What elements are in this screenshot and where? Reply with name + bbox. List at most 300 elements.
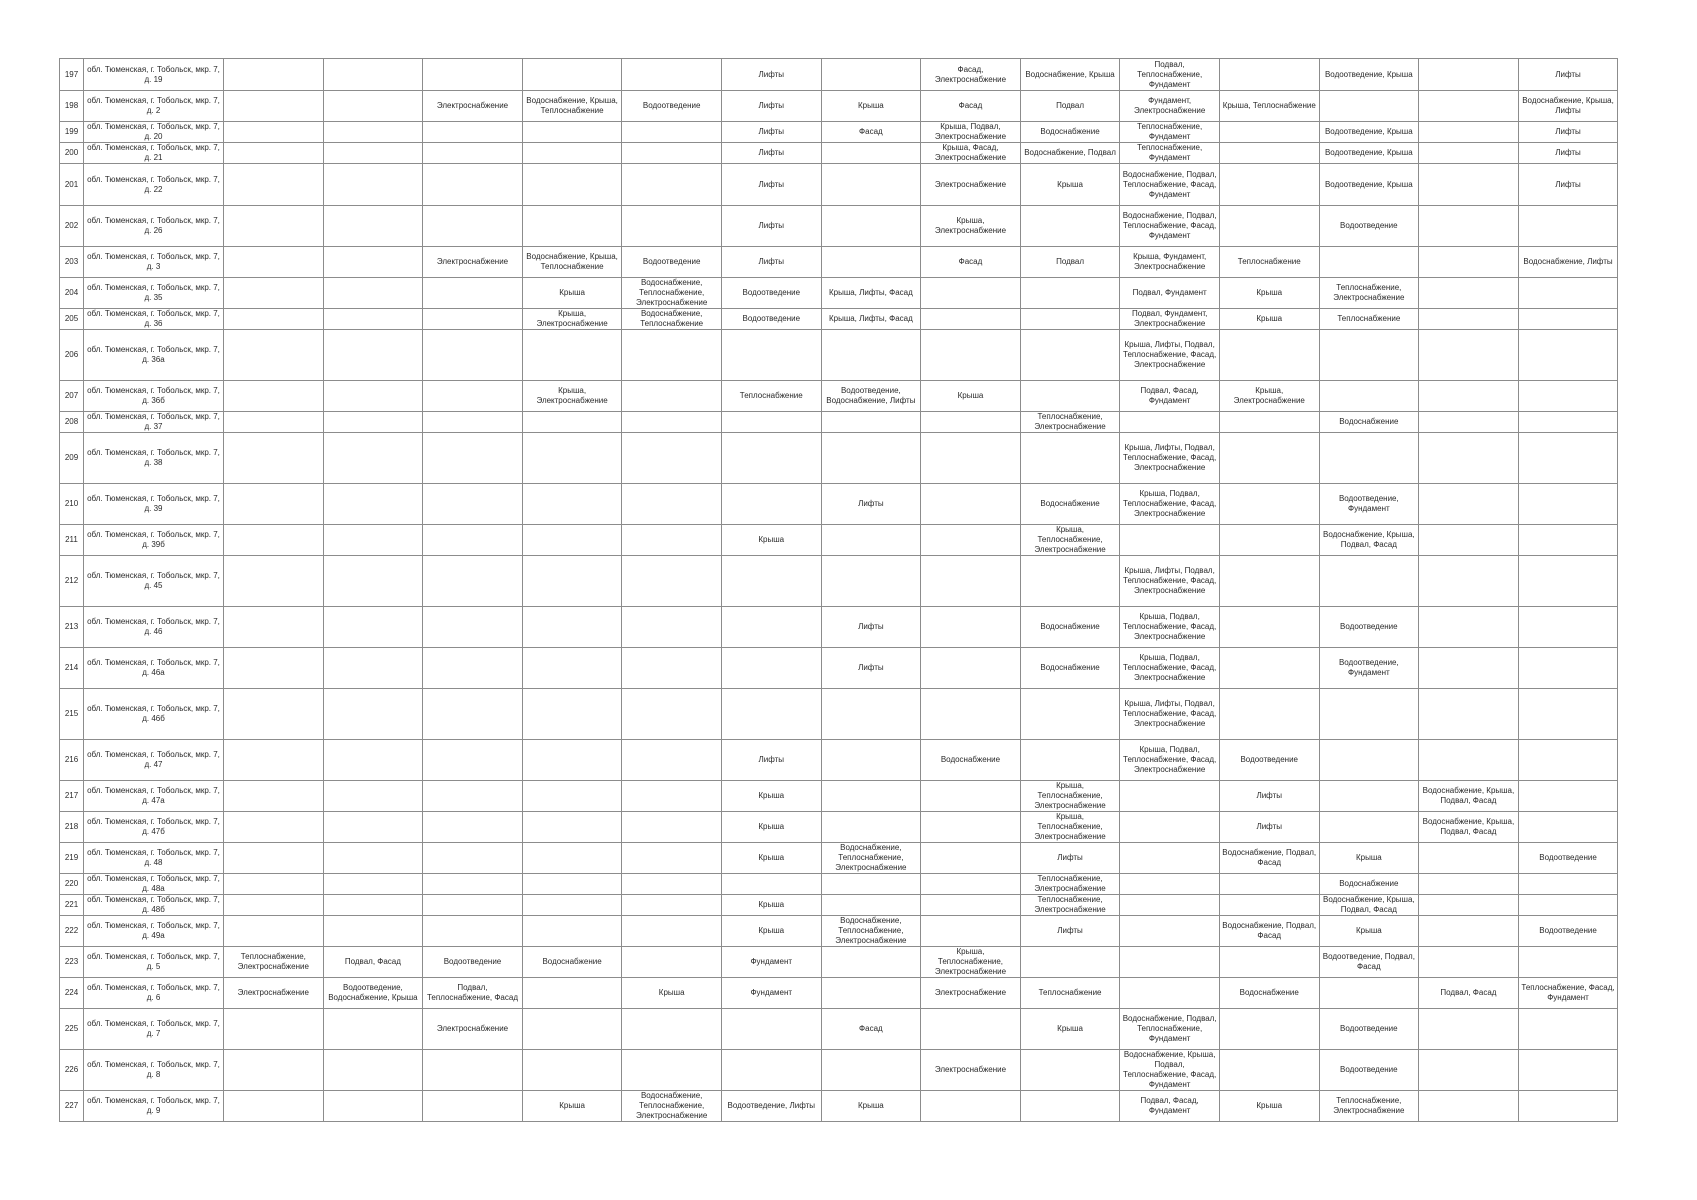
work-type-cell xyxy=(423,278,523,309)
table-row xyxy=(60,484,1618,525)
table-row xyxy=(60,648,1618,689)
work-type-cell xyxy=(821,689,921,740)
work-type-cell xyxy=(1120,843,1220,874)
work-type-cell xyxy=(423,843,523,874)
work-type-cell: Водоснабжение, Лифты xyxy=(1518,247,1618,278)
row-number-cell: 222 xyxy=(60,916,84,947)
work-type-cell: Крыша, Теплоснабжение xyxy=(1219,91,1319,122)
work-type-cell xyxy=(821,164,921,206)
work-type-cell xyxy=(1020,381,1120,412)
work-type-cell: Крыша, Теплоснабжение, Электроснабжение xyxy=(921,947,1021,978)
table-row xyxy=(60,916,1618,947)
work-type-cell xyxy=(1020,278,1120,309)
work-type-cell xyxy=(1120,874,1220,895)
address-cell: обл. Тюменская, г. Тобольск, мкр. 7, д. 39б xyxy=(84,525,224,556)
address-cell: обл. Тюменская, г. Тобольск, мкр. 7, д. 6 xyxy=(84,978,224,1009)
work-type-cell xyxy=(323,143,423,164)
work-type-cell xyxy=(224,247,324,278)
work-type-cell: Лифты xyxy=(1020,916,1120,947)
work-type-cell: Водоснабжение, Подвал, Теплоснабжение, Фасад, Фундамент xyxy=(1120,164,1220,206)
work-type-cell xyxy=(1518,895,1618,916)
work-type-cell xyxy=(423,433,523,484)
work-type-cell: Водоснабжение, Крыша, Теплоснабжение xyxy=(522,247,622,278)
work-type-cell xyxy=(622,740,722,781)
work-type-cell xyxy=(921,607,1021,648)
work-type-cell: Лифты xyxy=(1020,843,1120,874)
work-type-cell: Лифты xyxy=(1518,164,1618,206)
row-number-cell: 224 xyxy=(60,978,84,1009)
work-type-cell xyxy=(921,433,1021,484)
work-type-cell xyxy=(224,433,324,484)
work-type-cell xyxy=(423,874,523,895)
row-number-cell: 206 xyxy=(60,330,84,381)
work-type-cell xyxy=(224,874,324,895)
work-type-cell xyxy=(622,812,722,843)
work-type-cell: Водоснабжение xyxy=(921,740,1021,781)
work-type-cell xyxy=(1020,433,1120,484)
address-cell: обл. Тюменская, г. Тобольск, мкр. 7, д. 48а xyxy=(84,874,224,895)
work-type-cell xyxy=(323,330,423,381)
work-type-cell xyxy=(1319,689,1419,740)
work-type-cell: Водоснабжение xyxy=(1020,607,1120,648)
work-type-cell xyxy=(1419,330,1519,381)
work-type-cell: Теплоснабжение, Электроснабжение xyxy=(1020,412,1120,433)
table-row xyxy=(60,164,1618,206)
work-type-cell: Крыша, Лифты, Подвал, Теплоснабжение, Фасад, Электроснабжение xyxy=(1120,433,1220,484)
row-number-cell: 211 xyxy=(60,525,84,556)
work-type-cell xyxy=(821,740,921,781)
table-row xyxy=(60,947,1618,978)
work-type-cell xyxy=(423,607,523,648)
work-type-cell xyxy=(1518,278,1618,309)
work-type-cell: Водоотведение, Подвал, Фасад xyxy=(1319,947,1419,978)
table-row xyxy=(60,895,1618,916)
work-type-cell xyxy=(1219,433,1319,484)
table-row xyxy=(60,843,1618,874)
work-type-cell xyxy=(622,895,722,916)
work-type-cell: Электроснабжение xyxy=(921,164,1021,206)
work-type-cell xyxy=(921,309,1021,330)
work-type-cell xyxy=(423,330,523,381)
work-type-cell xyxy=(1219,412,1319,433)
work-type-cell xyxy=(1020,309,1120,330)
work-type-cell xyxy=(1419,525,1519,556)
work-type-cell: Водоснабжение, Крыша xyxy=(1020,59,1120,91)
work-type-cell xyxy=(921,525,1021,556)
work-type-cell xyxy=(423,59,523,91)
work-type-cell: Водоснабжение, Подвал, Теплоснабжение, Фасад, Фундамент xyxy=(1120,206,1220,247)
work-type-cell xyxy=(1419,689,1519,740)
work-type-cell xyxy=(1020,740,1120,781)
work-type-cell xyxy=(423,648,523,689)
work-type-cell xyxy=(622,206,722,247)
row-number-cell: 198 xyxy=(60,91,84,122)
work-type-cell xyxy=(1219,484,1319,525)
work-type-cell xyxy=(522,143,622,164)
row-number-cell: 214 xyxy=(60,648,84,689)
address-cell: обл. Тюменская, г. Тобольск, мкр. 7, д. 20 xyxy=(84,122,224,143)
row-number-cell: 216 xyxy=(60,740,84,781)
work-type-cell xyxy=(423,781,523,812)
row-number-cell: 207 xyxy=(60,381,84,412)
work-type-cell xyxy=(921,330,1021,381)
work-type-cell: Теплоснабжение, Фундамент xyxy=(1120,122,1220,143)
work-type-cell xyxy=(622,59,722,91)
work-type-cell: Крыша xyxy=(721,525,821,556)
work-type-cell xyxy=(1219,556,1319,607)
work-type-cell xyxy=(1419,843,1519,874)
work-type-cell: Водоснабжение, Теплоснабжение, Электроснабжение xyxy=(622,278,722,309)
work-type-cell xyxy=(224,59,324,91)
work-type-cell: Водоснабжение, Крыша, Подвал, Фасад xyxy=(1419,812,1519,843)
table-row xyxy=(60,607,1618,648)
address-cell: обл. Тюменская, г. Тобольск, мкр. 7, д. 46б xyxy=(84,689,224,740)
work-type-cell xyxy=(323,484,423,525)
table-row xyxy=(60,381,1618,412)
work-type-cell xyxy=(323,206,423,247)
table-row xyxy=(60,278,1618,309)
work-type-cell xyxy=(721,412,821,433)
work-type-cell: Лифты xyxy=(721,247,821,278)
work-type-cell: Подвал xyxy=(1020,91,1120,122)
work-type-cell: Водоснабжение xyxy=(522,947,622,978)
work-type-cell xyxy=(522,648,622,689)
work-type-cell xyxy=(522,978,622,1009)
table-row xyxy=(60,978,1618,1009)
work-type-cell xyxy=(921,484,1021,525)
work-type-cell xyxy=(622,122,722,143)
work-type-cell xyxy=(622,916,722,947)
work-type-cell: Электроснабжение xyxy=(423,247,523,278)
table-row xyxy=(60,143,1618,164)
work-type-cell xyxy=(821,947,921,978)
work-type-cell xyxy=(821,143,921,164)
work-type-cell xyxy=(323,689,423,740)
table-row xyxy=(60,330,1618,381)
work-type-cell xyxy=(622,164,722,206)
work-type-cell: Крыша xyxy=(821,91,921,122)
work-type-cell xyxy=(1518,1009,1618,1050)
work-type-cell xyxy=(622,947,722,978)
work-type-cell xyxy=(1518,947,1618,978)
work-type-cell xyxy=(821,978,921,1009)
work-type-cell xyxy=(821,59,921,91)
table-row xyxy=(60,412,1618,433)
work-type-cell xyxy=(1319,740,1419,781)
work-type-cell: Крыша, Электроснабжение xyxy=(1219,381,1319,412)
work-type-cell xyxy=(224,1009,324,1050)
work-type-cell xyxy=(721,556,821,607)
table-row xyxy=(60,1050,1618,1091)
work-type-cell xyxy=(522,556,622,607)
work-type-cell xyxy=(423,381,523,412)
work-type-cell xyxy=(622,874,722,895)
work-type-cell xyxy=(224,740,324,781)
work-type-cell xyxy=(323,874,423,895)
work-type-cell: Фасад, Электроснабжение xyxy=(921,59,1021,91)
work-type-cell: Водоотведение xyxy=(1319,206,1419,247)
work-type-cell: Крыша xyxy=(522,278,622,309)
work-type-cell: Крыша xyxy=(1219,1091,1319,1122)
address-cell: обл. Тюменская, г. Тобольск, мкр. 7, д. 36а xyxy=(84,330,224,381)
work-type-cell xyxy=(622,607,722,648)
work-type-cell: Фасад xyxy=(921,91,1021,122)
work-type-cell: Теплоснабжение xyxy=(1319,309,1419,330)
work-type-cell xyxy=(423,556,523,607)
work-type-cell: Водоснабжение, Подвал, Фасад xyxy=(1219,916,1319,947)
address-cell: обл. Тюменская, г. Тобольск, мкр. 7, д. 7 xyxy=(84,1009,224,1050)
work-type-cell: Водоотведение, Крыша xyxy=(1319,164,1419,206)
work-type-cell xyxy=(522,1050,622,1091)
work-type-cell: Фундамент xyxy=(721,978,821,1009)
work-type-cell: Водоснабжение, Крыша, Подвал, Фасад xyxy=(1319,525,1419,556)
work-type-cell xyxy=(1219,1050,1319,1091)
work-type-cell xyxy=(622,648,722,689)
work-type-cell xyxy=(921,781,1021,812)
work-type-cell: Водоотведение, Крыша xyxy=(1319,122,1419,143)
table-row xyxy=(60,309,1618,330)
row-number-cell: 210 xyxy=(60,484,84,525)
work-type-cell xyxy=(1518,740,1618,781)
work-type-cell: Крыша, Теплоснабжение, Электроснабжение xyxy=(1020,781,1120,812)
work-type-cell xyxy=(522,1009,622,1050)
work-type-cell xyxy=(921,278,1021,309)
work-type-cell: Электроснабжение xyxy=(224,978,324,1009)
work-type-cell xyxy=(423,740,523,781)
work-type-cell xyxy=(323,607,423,648)
work-type-cell: Крыша, Электроснабжение xyxy=(522,381,622,412)
work-type-cell: Лифты xyxy=(721,59,821,91)
work-type-cell xyxy=(423,1091,523,1122)
work-type-cell: Крыша, Подвал, Теплоснабжение, Фасад, Электроснабжение xyxy=(1120,740,1220,781)
work-type-cell xyxy=(1518,781,1618,812)
work-type-cell xyxy=(323,309,423,330)
work-type-cell xyxy=(224,164,324,206)
work-type-cell xyxy=(821,206,921,247)
work-type-cell: Водоснабжение, Подвал, Теплоснабжение, Фундамент xyxy=(1120,1009,1220,1050)
work-type-cell: Теплоснабжение, Фасад, Фундамент xyxy=(1518,978,1618,1009)
work-type-cell xyxy=(224,206,324,247)
work-type-cell xyxy=(323,648,423,689)
work-type-cell xyxy=(323,895,423,916)
work-type-cell: Водоотведение xyxy=(1518,843,1618,874)
work-type-cell: Подвал, Фундамент, Электроснабжение xyxy=(1120,309,1220,330)
work-type-cell: Подвал, Теплоснабжение, Фундамент xyxy=(1120,59,1220,91)
row-number-cell: 201 xyxy=(60,164,84,206)
work-type-cell: Подвал, Теплоснабжение, Фасад xyxy=(423,978,523,1009)
work-type-cell: Крыша, Фасад, Электроснабжение xyxy=(921,143,1021,164)
row-number-cell: 220 xyxy=(60,874,84,895)
work-type-cell: Водоотведение, Крыша xyxy=(1319,59,1419,91)
work-type-cell xyxy=(622,843,722,874)
work-type-cell: Фундамент, Электроснабжение xyxy=(1120,91,1220,122)
work-type-cell: Подвал, Фасад xyxy=(323,947,423,978)
row-number-cell: 219 xyxy=(60,843,84,874)
row-number-cell: 218 xyxy=(60,812,84,843)
work-type-cell xyxy=(522,164,622,206)
row-number-cell: 199 xyxy=(60,122,84,143)
work-type-cell: Крыша, Подвал, Теплоснабжение, Фасад, Электроснабжение xyxy=(1120,607,1220,648)
work-type-cell xyxy=(1020,689,1120,740)
work-type-cell xyxy=(323,556,423,607)
work-type-cell xyxy=(423,812,523,843)
table-row xyxy=(60,812,1618,843)
work-type-cell: Крыша xyxy=(1319,916,1419,947)
work-type-cell xyxy=(622,781,722,812)
row-number-cell: 221 xyxy=(60,895,84,916)
work-type-cell xyxy=(1419,247,1519,278)
work-type-cell: Подвал, Фундамент xyxy=(1120,278,1220,309)
work-type-cell xyxy=(224,278,324,309)
work-type-cell xyxy=(1120,895,1220,916)
work-type-cell: Лифты xyxy=(821,484,921,525)
work-type-cell xyxy=(423,484,523,525)
work-type-cell xyxy=(821,525,921,556)
work-type-cell xyxy=(224,330,324,381)
address-cell: обл. Тюменская, г. Тобольск, мкр. 7, д. 39 xyxy=(84,484,224,525)
work-type-cell xyxy=(622,689,722,740)
work-type-cell xyxy=(1319,978,1419,1009)
work-type-cell: Электроснабжение xyxy=(921,978,1021,1009)
work-type-cell xyxy=(1419,122,1519,143)
work-type-cell xyxy=(622,556,722,607)
work-type-cell: Лифты xyxy=(1518,59,1618,91)
work-type-cell xyxy=(323,1050,423,1091)
work-type-cell: Лифты xyxy=(821,648,921,689)
work-type-cell xyxy=(323,59,423,91)
work-type-cell xyxy=(522,412,622,433)
work-type-cell xyxy=(622,433,722,484)
work-type-cell xyxy=(1419,91,1519,122)
address-cell: обл. Тюменская, г. Тобольск, мкр. 7, д. 22 xyxy=(84,164,224,206)
table-row xyxy=(60,1009,1618,1050)
work-type-cell xyxy=(622,1050,722,1091)
work-type-cell xyxy=(1518,412,1618,433)
work-type-cell xyxy=(821,412,921,433)
work-type-cell xyxy=(1419,947,1519,978)
work-type-cell xyxy=(1219,206,1319,247)
work-type-cell xyxy=(821,895,921,916)
work-type-cell: Крыша xyxy=(1219,278,1319,309)
work-type-cell xyxy=(224,91,324,122)
work-type-cell: Водоотведение, Водоснабжение, Лифты xyxy=(821,381,921,412)
work-type-cell: Теплоснабжение, Электроснабжение xyxy=(1319,278,1419,309)
work-type-cell xyxy=(323,433,423,484)
address-cell: обл. Тюменская, г. Тобольск, мкр. 7, д. 36 xyxy=(84,309,224,330)
work-type-cell xyxy=(1419,164,1519,206)
work-type-cell xyxy=(622,143,722,164)
work-type-cell xyxy=(323,525,423,556)
work-type-cell: Подвал, Фасад, Фундамент xyxy=(1120,381,1220,412)
work-type-cell xyxy=(1319,781,1419,812)
work-type-cell: Крыша, Фундамент, Электроснабжение xyxy=(1120,247,1220,278)
work-type-cell: Водоснабжение, Крыша, Лифты xyxy=(1518,91,1618,122)
row-number-cell: 215 xyxy=(60,689,84,740)
work-type-cell xyxy=(721,484,821,525)
work-type-cell xyxy=(1219,164,1319,206)
work-type-cell: Подвал, Фасад xyxy=(1419,978,1519,1009)
work-type-cell xyxy=(224,607,324,648)
address-cell: обл. Тюменская, г. Тобольск, мкр. 7, д. 48 xyxy=(84,843,224,874)
work-type-cell xyxy=(1319,330,1419,381)
work-type-cell xyxy=(1419,1050,1519,1091)
work-type-cell xyxy=(1219,59,1319,91)
table-row xyxy=(60,122,1618,143)
table-row xyxy=(60,206,1618,247)
work-type-cell xyxy=(323,812,423,843)
work-type-cell xyxy=(821,1050,921,1091)
work-type-cell xyxy=(1419,143,1519,164)
work-type-cell xyxy=(721,1009,821,1050)
work-type-cell xyxy=(323,916,423,947)
work-type-cell xyxy=(1020,1050,1120,1091)
address-cell: обл. Тюменская, г. Тобольск, мкр. 7, д. 48б xyxy=(84,895,224,916)
work-type-cell xyxy=(224,381,324,412)
work-type-cell xyxy=(821,247,921,278)
work-type-cell xyxy=(1219,689,1319,740)
work-type-cell xyxy=(1419,59,1519,91)
row-number-cell: 227 xyxy=(60,1091,84,1122)
row-number-cell: 200 xyxy=(60,143,84,164)
work-type-cell xyxy=(522,843,622,874)
work-type-cell: Лифты xyxy=(1219,781,1319,812)
work-type-cell xyxy=(522,895,622,916)
work-type-cell xyxy=(1219,330,1319,381)
work-type-cell xyxy=(622,381,722,412)
work-type-cell xyxy=(721,689,821,740)
work-type-cell xyxy=(323,412,423,433)
work-type-cell xyxy=(522,122,622,143)
row-number-cell: 202 xyxy=(60,206,84,247)
work-type-cell: Водоотведение, Фундамент xyxy=(1319,648,1419,689)
address-cell: обл. Тюменская, г. Тобольск, мкр. 7, д. 26 xyxy=(84,206,224,247)
work-type-cell xyxy=(1219,874,1319,895)
work-type-cell: Водоотведение xyxy=(721,309,821,330)
work-type-cell xyxy=(1518,381,1618,412)
work-type-cell xyxy=(1518,1050,1618,1091)
work-type-cell: Крыша xyxy=(721,895,821,916)
work-type-cell: Крыша, Подвал, Теплоснабжение, Фасад, Электроснабжение xyxy=(1120,648,1220,689)
work-type-cell xyxy=(921,1091,1021,1122)
table-row xyxy=(60,689,1618,740)
work-type-cell: Лифты xyxy=(721,206,821,247)
work-type-cell: Водоотведение xyxy=(1518,916,1618,947)
work-type-cell xyxy=(1419,309,1519,330)
work-type-cell: Лифты xyxy=(1518,143,1618,164)
address-cell: обл. Тюменская, г. Тобольск, мкр. 7, д. 45 xyxy=(84,556,224,607)
row-number-cell: 209 xyxy=(60,433,84,484)
work-type-cell xyxy=(522,874,622,895)
work-type-cell xyxy=(323,122,423,143)
work-type-cell xyxy=(1518,689,1618,740)
work-type-cell xyxy=(1120,978,1220,1009)
work-type-cell: Фасад xyxy=(821,122,921,143)
work-type-cell xyxy=(622,1009,722,1050)
work-type-cell: Водоотведение xyxy=(1319,1009,1419,1050)
work-type-cell: Крыша xyxy=(921,381,1021,412)
address-cell: обл. Тюменская, г. Тобольск, мкр. 7, д. 2 xyxy=(84,91,224,122)
work-type-cell: Водоотведение xyxy=(721,278,821,309)
work-type-cell xyxy=(921,843,1021,874)
work-type-cell xyxy=(821,330,921,381)
work-type-cell: Крыша, Лифты, Подвал, Теплоснабжение, Фасад, Электроснабжение xyxy=(1120,689,1220,740)
address-cell: обл. Тюменская, г. Тобольск, мкр. 7, д. 46 xyxy=(84,607,224,648)
work-type-cell xyxy=(1419,381,1519,412)
work-type-cell xyxy=(921,556,1021,607)
work-type-cell xyxy=(323,1009,423,1050)
work-type-cell: Водоснабжение, Теплоснабжение, Электроснабжение xyxy=(622,1091,722,1122)
work-type-cell xyxy=(423,525,523,556)
